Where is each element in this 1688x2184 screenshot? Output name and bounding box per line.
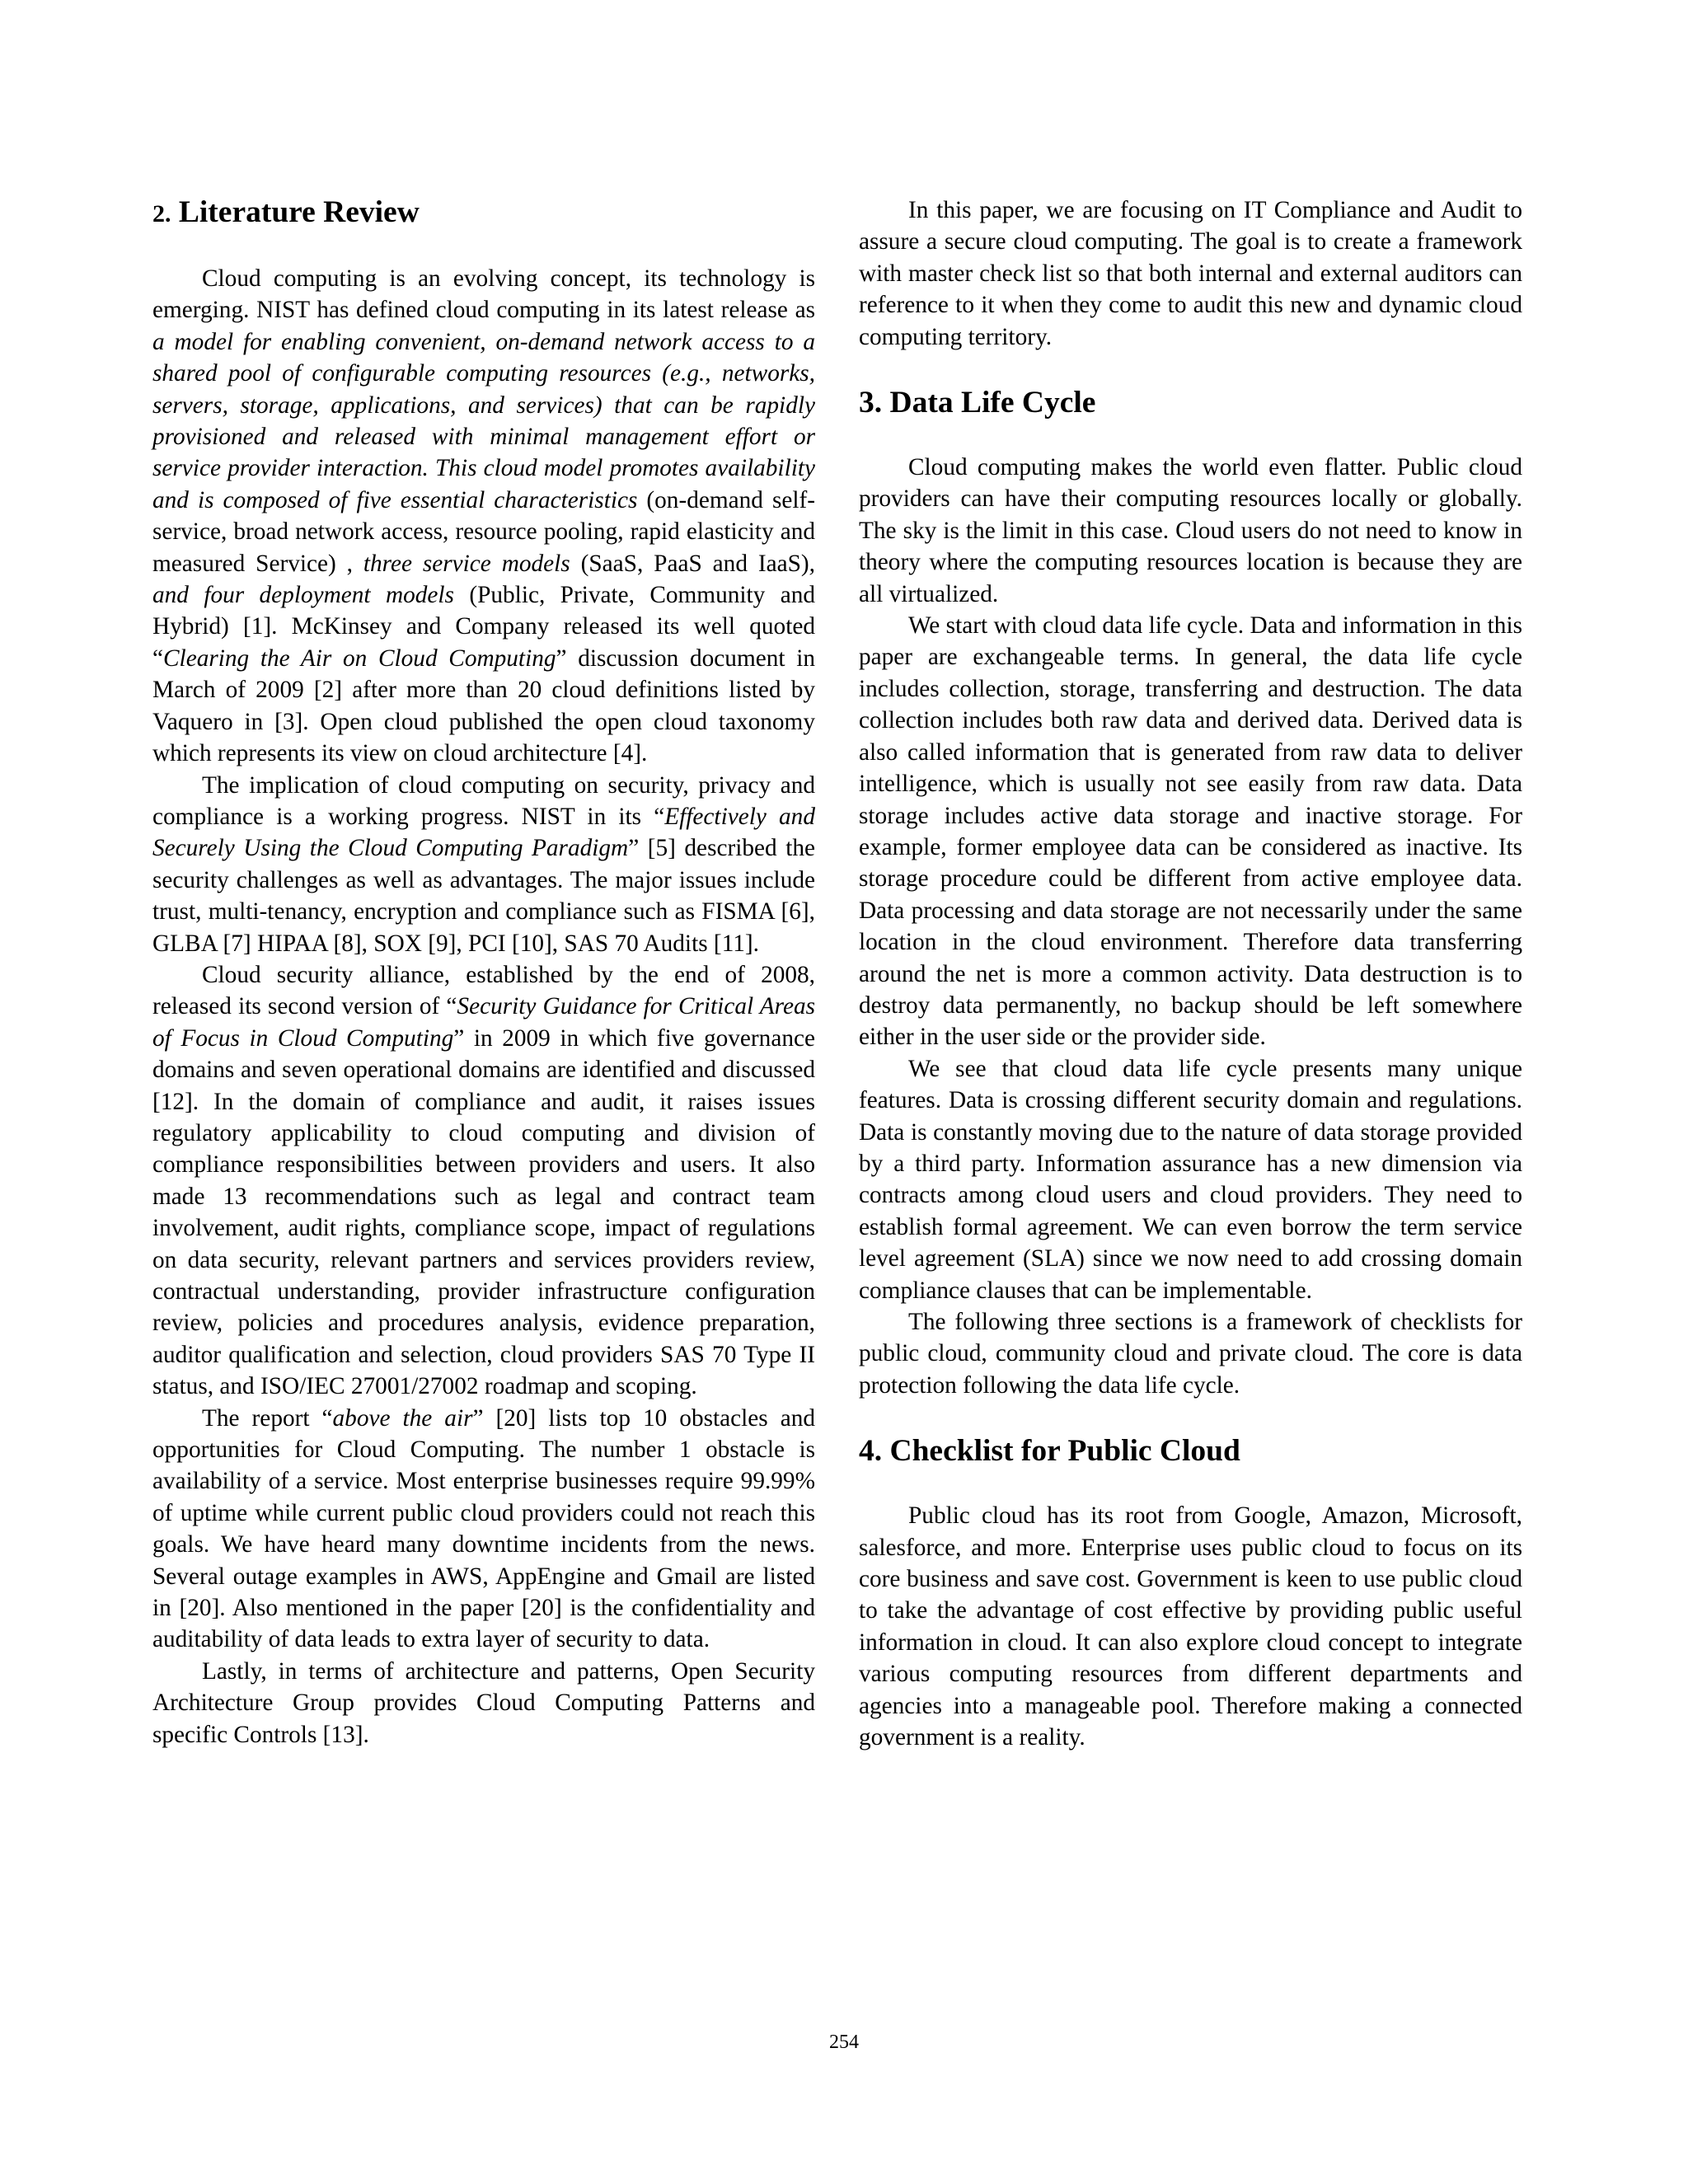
section-2-heading — [152, 194, 815, 232]
section-4-heading: 4. Checklist for Public Cloud — [859, 1434, 1240, 1469]
paragraph-dlc-4: The following three sections is a framework of checklists for public cloud, community cloud and private cloud. The core is data protection following the data life cycle. — [859, 1309, 1522, 1399]
paragraph-intro: In this paper, we are focusing on IT Compliance and Audit to assure a secure cloud computing. The goal is to create a framework with master check list so that both internal and external auditors can reference to it when they come to audit this new and dynamic cloud computing territory. — [859, 197, 1522, 350]
paragraph-dlc-2: We start with cloud data life cycle. Data and information in this paper are exchangeable terms. In general, the data life cycle includes collection, storage, transferring and destruction. The data collection includes both raw data and derived data. Derived data is also called information that is generated from raw data to deliver intelligence, which is usually not see easily from raw data. Data storage includes active data storage and inactive storage. For example, former employee data can be considered as inactive. Its storage procedure could be different from active employee data. Data processing and data storage are not necessarily under the same location in the cloud environment. Therefore data transferring around the net is more a common activity. Data destruction is to destroy data permanently, no backup should be left somewhere either in the user side or the provider side. — [859, 612, 1522, 1051]
page-number: 254 — [829, 2032, 859, 2053]
paragraph-public-cloud-1: Public cloud has its root from Google, Amazon, Microsoft, salesforce, and more. Enterprise uses public cloud to focus on its core business and save cost. Government is keen to use public cloud to take the advantage of cost effective by providing public useful information in cloud. It can also explore cloud concept to integrate various computing resources from different departments and agencies into a manageable pool. Therefore making a connected government is a reality. — [859, 1502, 1522, 1751]
section-3-heading: 3. Data Life Cycle — [859, 386, 1096, 420]
paragraph-dlc-1: Cloud computing makes the world even flatter. Public cloud providers can have their computing resources locally or globally. The sky is the limit in this case. Cloud users do not need to know in theory where the computing resources location is because they are all virtualized. — [859, 454, 1522, 607]
paragraph-lit-1: Cloud computing is an evolving concept, its technology is emerging. NIST has defined cloud computing in its latest release as a model for enabling convenient, on-demand network access to a shared pool of configurable computing resources (e.g., networks, servers, storage, applications, and services) that can be rapidly provisioned and released with minimal management effort or service provider interaction. This cloud model promotes availability and is composed of five essential characteristics (on-demand self-service, broad network access, resource pooling, rapid elasticity and measured Service) , three service models (SaaS, PaaS and IaaS), and four deployment models (Public, Private, Community and Hybrid) [1]. McKinsey and Company released its well quoted “Clearing the Air on Cloud Computing” discussion document in March of 2009 [2] after more than 20 cloud definitions listed by Vaquero in [3]. Open cloud published the open cloud taxonomy which represents its view on cloud architecture [4]. — [152, 265, 816, 767]
section-2-title: Literature Review — [171, 195, 420, 229]
paragraph-lit-5: Lastly, in terms of architecture and patterns, Open Security Architecture Group provides Cloud Computing Patterns and specific Controls [13]. — [152, 1657, 815, 1748]
paragraph-dlc-3: We see that cloud data life cycle presents many unique features. Data is crossing different security domain and regulations. Data is constantly moving due to the nature of data storage provided by a third party. Information assurance has a new dimension via contracts among cloud users and cloud providers. They need to establish formal agreement. We can even borrow the term service level agreement (SLA) since we now need to add crossing domain compliance clauses that can be implementable. — [859, 1055, 1522, 1304]
section-2-number: 2. — [152, 200, 171, 227]
paragraph-lit-2: The implication of cloud computing on security, privacy and compliance is a working progress. NIST in its “Effectively and Securely Using the Cloud Computing Paradigm” [5] described the security challenges as well as advantages. The major issues include trust, multi-tenancy, encryption and compliance such as FISMA [6], GLBA [7] HIPAA [8], SOX [9], PCI [10], SAS 70 Audits [11]. — [152, 771, 815, 957]
right-column — [859, 194, 1522, 1753]
paragraph-lit-3: Cloud security alliance, established by the end of 2008, released its second version of “Security Guidance for Critical Areas of Focus in Cloud Computing” in 2009 in which five governance domains and seven operational domains are identified and discussed [12]. In the domain of compliance and audit, it raises issues regulatory applicability to cloud computing and division of compliance responsibilities between providers and users. It also made 13 recommendations such as legal and contract team involvement, audit rights, compliance scope, impact of regulations on data security, relevant partners and services providers review, contractual understanding, provider infrastructure configuration review, policies and procedures analysis, evidence preparation, auditor qualification and selection, cloud providers SAS 70 Type II status, and ISO/IEC 27001/27002 roadmap and scoping. — [152, 961, 815, 1400]
paragraph-lit-4: The report “above the air” [20] lists top 10 obstacles and opportunities for Cloud Computing. The number 1 obstacle is availability of a service. Most enterprise businesses require 99.99% of uptime while current public cloud providers could not reach this goals. We have heard many downtime incidents from the news. Several outage examples in AWS, AppEngine and Gmail are listed in [20]. Also mentioned in the paper [20] is the confidentiality and auditability of data leads to extra layer of security to data. — [152, 1404, 815, 1653]
left-column — [152, 194, 815, 1750]
